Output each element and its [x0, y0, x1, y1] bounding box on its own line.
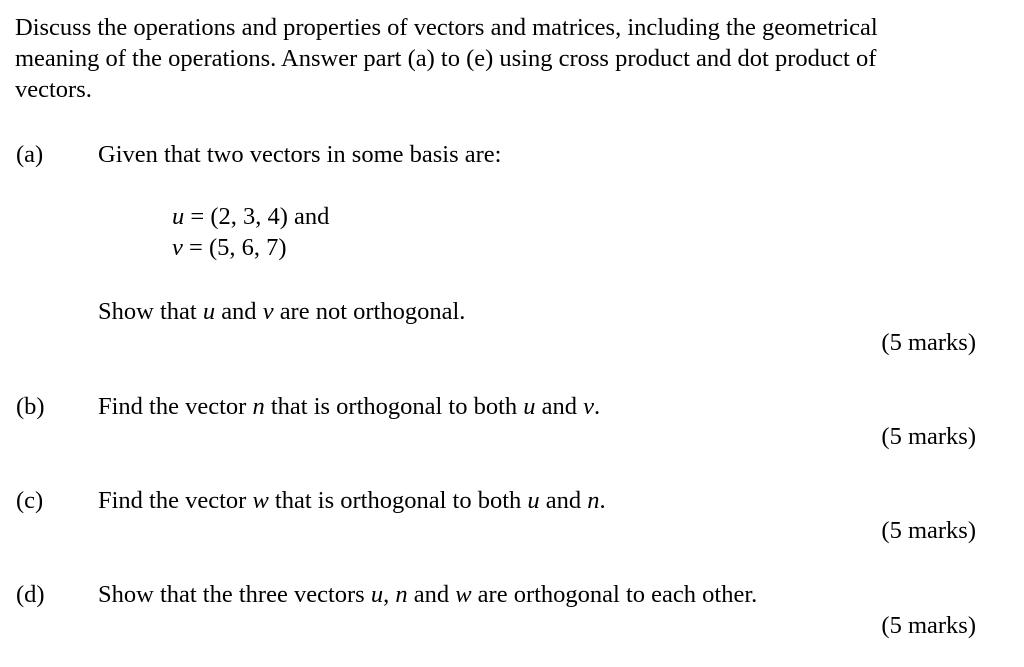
variable: u — [523, 393, 536, 420]
variable: n — [395, 581, 408, 608]
equation-v — [172, 232, 287, 263]
part-a-task — [98, 296, 465, 327]
variable: v — [583, 393, 595, 420]
intro-line: vectors. — [15, 76, 92, 103]
intro-line: Discuss the operations and properties of vectors and matrices, including the geometrical — [15, 14, 878, 41]
text-segment: that is orthogonal to both — [268, 487, 528, 514]
intro-paragraph — [15, 12, 1005, 105]
equation-u-value: = (2, 3, 4) and — [184, 203, 330, 230]
part-d-marks: (5 marks) — [881, 612, 976, 639]
text-segment: and — [535, 393, 584, 420]
text-segment: Find the vector — [98, 393, 253, 420]
part-a-marks: (5 marks) — [881, 329, 976, 356]
text-segment: and — [407, 581, 456, 608]
text-segment: that is orthogonal to both — [264, 393, 524, 420]
equation-u — [172, 201, 329, 232]
part-d-label: (d) — [16, 581, 45, 608]
equation-v-value: = (5, 6, 7) — [182, 234, 287, 261]
text-segment: are not orthogonal. — [273, 298, 466, 325]
intro-line: meaning of the operations. Answer part (a) to (e) using cross product and dot product of — [15, 45, 877, 72]
variable: n — [587, 487, 600, 514]
part-c-label: (c) — [16, 487, 44, 514]
variable: n — [252, 393, 265, 420]
part-c-marks: (5 marks) — [881, 517, 976, 544]
part-a-prompt: Given that two vectors in some basis are: — [98, 141, 502, 168]
part-b-task — [98, 391, 600, 422]
text-segment: . — [594, 393, 601, 420]
variable: w — [252, 487, 269, 514]
variable: u — [527, 487, 540, 514]
text-segment: , — [383, 581, 396, 608]
text-segment: Show that the three vectors — [98, 581, 371, 608]
text-segment: and — [539, 487, 588, 514]
variable: w — [455, 581, 472, 608]
variable: u — [202, 298, 216, 325]
text-segment: are orthogonal to each other. — [471, 581, 758, 608]
text-segment: Show that — [98, 298, 203, 325]
variable: v — [262, 298, 274, 325]
variable: u — [370, 581, 384, 608]
text-segment: . — [599, 487, 606, 514]
variable-v: v — [172, 234, 183, 261]
part-c-task — [98, 485, 606, 516]
text-segment: Find the vector — [98, 487, 253, 514]
part-b-marks: (5 marks) — [881, 423, 976, 450]
part-b-label: (b) — [16, 393, 45, 420]
part-a-label: (a) — [16, 141, 44, 168]
variable-u: u — [172, 203, 185, 230]
part-d-task — [98, 579, 757, 610]
text-segment: and — [215, 298, 263, 325]
